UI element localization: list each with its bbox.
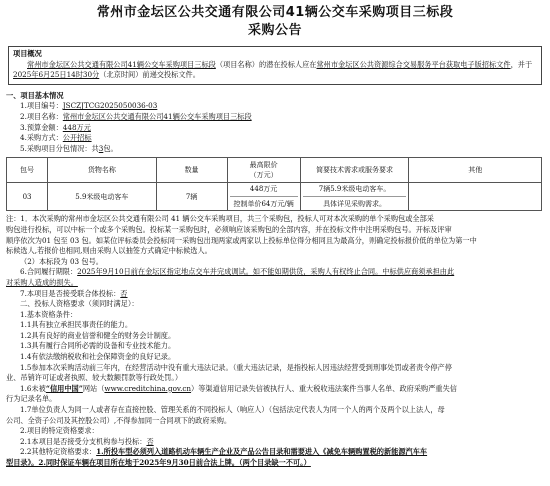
- col-header-package: 包号: [7, 158, 48, 183]
- procurement-method: 公开招标: [62, 133, 92, 143]
- project-overview-box: [8, 46, 542, 85]
- cell-max-price: [227, 183, 300, 211]
- note-line-1: 注：1．本次采购的常州市金坛区公共交通有限公司 41 辆公交车采购项目，共三个采购包，投标人可对本次采购的单个采购包或全部采: [6, 214, 434, 224]
- section-2-heading: 二、投标人资格要求（须同时满足）：: [20, 299, 139, 309]
- basic-item-1-6: 1.6未被“信用中国”网站（www.creditchina.gov.cn）等渠道信用记录失信被执行人、重大税收违法案件当事人名单、政府采购严重失信: [20, 383, 457, 393]
- max-price-header-text: 最高限价 （万元）: [249, 161, 278, 180]
- budget-amount: 448万元: [62, 122, 91, 132]
- cell-goods-name: 5.9米级电动客车: [48, 183, 157, 211]
- packages-line: 5.采购项目分包情况：共3包。: [20, 143, 118, 153]
- special-qualification-heading: 2.项目的特定资格要求：: [20, 426, 99, 436]
- basic-qualification-heading: 1.基本资格条件：: [20, 309, 78, 319]
- max-price-total: 448万元: [230, 184, 298, 197]
- basic-item-1-5-cont: 业、吊销许可证或者执照、较大数额罚款等行政处罚。）: [6, 373, 183, 383]
- note-line-3: 顺序依次为01 包至 03 包。如某位评标委员会投标同一采购包出现两家或两家以上投标单位得分相同且为最高分，则确定投标报价低的单位为第一中: [6, 235, 477, 245]
- table-row: [7, 183, 542, 211]
- col-header-goods-name: 货物名称: [48, 158, 157, 183]
- cell-other: [409, 183, 542, 211]
- project-name: 常州市金坛区公共交通有限公司41辆公交车采购项目三标段: [62, 111, 252, 121]
- contract-period-line: 6.合同履行期限：2025年9月10日前在金坛区指定地点交车并完成调试。如不能如期供货，采购人有权终止合同。中标供应商须承担由此: [20, 267, 455, 277]
- basic-item-1-7: 1.7单位负责人为同一人或者存在直接控股、管理关系的不同投标人（响应人）（包括法定代表人为同一个人的两个及两个以上法人，母: [20, 405, 445, 415]
- project-number-line: 1.项目编号：JSCZJTCG2025050036-03: [20, 101, 158, 111]
- section-1-heading: 一、项目基本情况: [6, 90, 64, 100]
- col-header-quantity: 数量: [156, 158, 227, 183]
- deadline: 2025年6月25日14时30分: [13, 70, 100, 80]
- basic-item-1-6-cont: 行为记录名单。: [6, 394, 57, 404]
- table-header-row: [7, 158, 542, 183]
- special-item-2-1: 2.1本项目是否接受分支机构参与投标：否: [20, 436, 154, 446]
- project-name-line: 2.项目名称：常州市金坛区公共交通有限公司41辆公交车采购项目三标段: [20, 111, 252, 121]
- project-number: JSCZJTCG2025050036-03: [62, 101, 158, 111]
- requirement-detail: 具体详见采购需求。: [323, 200, 387, 209]
- note-line-5: （2）本标段为 03 包号。: [20, 256, 103, 266]
- note-line-2: 购包进行投标，可以中标一个或多个采购包。投标某一采购包时，必须响应该采购包的全部内容，并在投标文件中注明采购包号。开标及评审: [6, 224, 452, 234]
- contract-period-line-2: 对采购人造成的损失。: [6, 277, 78, 287]
- col-header-other: 其他: [409, 158, 542, 183]
- credit-china-link[interactable]: www.creditchina.gov.cn: [104, 383, 192, 393]
- note-line-4: 标候选人,若报价也相同,则由采购人以抽签方式确定中标候选人。: [6, 246, 212, 256]
- package-count: 3: [98, 143, 104, 153]
- method-line: 4.采购方式：公开招标: [20, 133, 92, 143]
- special-item-2-2-cont: 型目录》。2.同时保证车辆在项目所在地于2025年9月30日前合法上牌。（两个目录缺一不可。）: [6, 458, 311, 467]
- max-price-unit: 控制单价64万元/辆: [233, 200, 294, 209]
- cell-package: 03: [7, 183, 48, 211]
- overview-text: 常州市金坛区公共交通有限公司41辆公交车采购项目三标段（项目名称）的潜在投标人应在常州市金坛区公共资源综合交易服务平台获取电子版招标文件，并于2025年6月25日14时30分（北京时间）前递交投标文件。: [13, 59, 533, 80]
- basic-item-1-1: 1.1具有独立承担民事责任的能力。: [20, 320, 133, 330]
- consortium-value: 否: [120, 288, 128, 298]
- contract-period-text: 2025年9月10日前在金坛区指定地点交车并完成调试。如不能如期供货，采购人有权终止合同。中标供应商须承担由此: [77, 267, 455, 277]
- basic-item-1-5: 1.5参加本次采购活动前三年内，在经营活动中没有重大违法记录。（重大违法记录，是指投标人因违法经营受到刑事处罚或者责令停产停: [20, 362, 452, 372]
- branch-allowed-value: 否: [146, 436, 154, 446]
- cell-requirements: [300, 183, 409, 211]
- basic-item-1-7-cont: 公司、全资子公司及其控股公司）,不得参加同一合同项下的政府采购。: [6, 415, 232, 425]
- page-subtitle: 采购公告: [247, 23, 302, 38]
- package-table: [6, 157, 542, 211]
- basic-item-1-4: 1.4有依法缴纳税收和社会保障资金的良好记录。: [20, 352, 176, 362]
- cell-quantity: 7辆: [156, 183, 227, 211]
- col-header-max-price: [227, 158, 300, 183]
- page-title: 常州市金坛区公共交通有限公司41辆公交车采购项目三标段: [96, 5, 454, 20]
- requirement-summary: 7辆5.9米级电动客车。: [303, 184, 407, 197]
- special-item-2-2: 2.2其他特定资格要求：1.所投车型必须列入道路机动车辆生产企业及产品公告目录和需要进入《减免车辆购置税的新能源汽车车: [20, 447, 428, 457]
- col-header-requirements: 简要技术需求或服务要求: [300, 158, 409, 183]
- consortium-line: 7.本项目是否接受联合体投标：否: [20, 288, 128, 298]
- basic-item-1-3: 1.3具有履行合同所必需的设备和专业技术能力。: [20, 341, 176, 351]
- budget-line: 3.预算金额：448万元: [20, 122, 91, 132]
- basic-item-1-2: 1.2具有良好的商业信誉和健全的财务会计制度。: [20, 330, 176, 340]
- overview-heading: 项目概况: [13, 49, 42, 58]
